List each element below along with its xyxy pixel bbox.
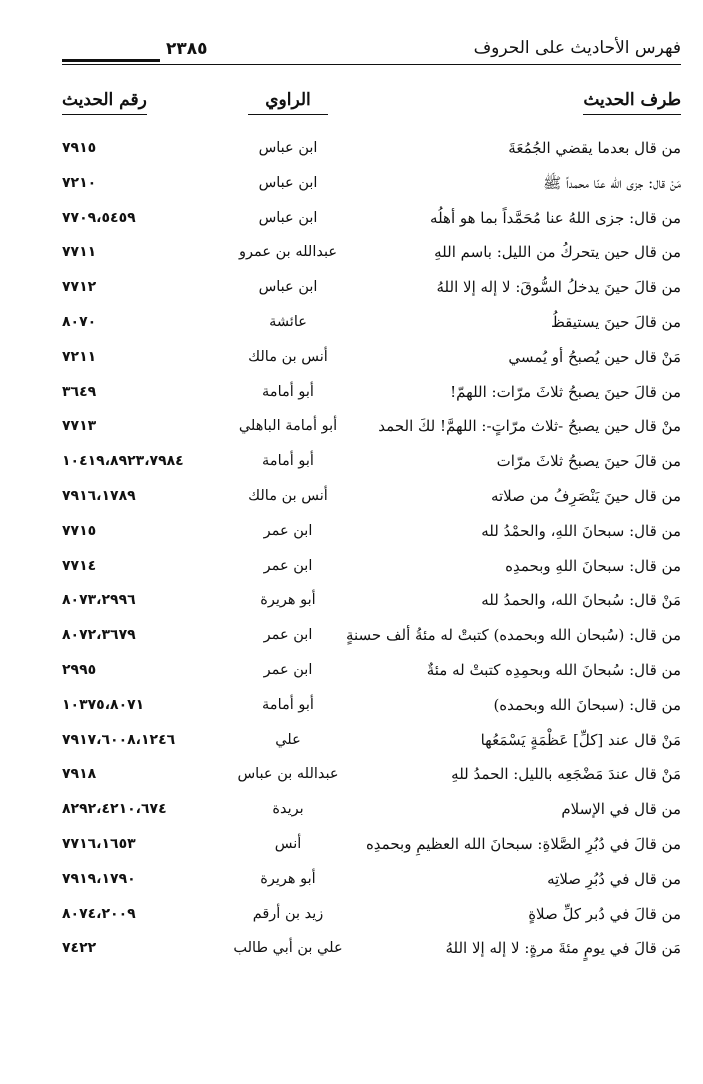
hadith-cell: مَنْ قال عندَ مَضْجَعِه بالليل: الحمدُ للهِ (451, 765, 681, 784)
hadith-number-cell: ٢٩٩٥ (62, 661, 97, 678)
narrator-cell: أبو أمامة (262, 453, 314, 470)
table-row (0, 340, 703, 375)
column-header-hadith: طرف الحديث (583, 88, 681, 115)
hadith-cell: من قالَ في دُبُرِ الصَّلاةِ: سبحانَ الله العظيمِ وبحمدِه (365, 834, 681, 853)
header-rule-thick (62, 59, 160, 62)
hadith-cell: من قال: سبحانَ اللهِ وبحمدِه (505, 556, 681, 575)
page-title: فهرس الأحاديث على الحروف (473, 38, 681, 58)
narrator-cell: ابن عباس (258, 140, 318, 156)
hadith-cell: من قالَ حينَ يستيقظُ (550, 312, 681, 331)
column-header-narrator: الراوي (248, 88, 328, 115)
hadith-cell: من قال حينَ يَنْصَرِفُ من صلاته (490, 486, 681, 505)
hadith-number-cell: ٧٩١٨ (62, 766, 97, 783)
hadith-cell: من قال: (سُبحان الله وبحمده) كتبتْ له مئةُ ألف حسنةٍ (345, 626, 681, 645)
narrator-cell: عائشة (269, 313, 307, 330)
table-row (0, 688, 703, 723)
hadith-cell: من قال: جزى اللهُ عنا مُحَمَّداً بما هو أهلُه (430, 208, 681, 227)
hadith-cell: من قال حين يتحركُ من الليل: باسم اللهِ (434, 243, 681, 262)
hadith-cell: مَنْ قال: سُبحانَ الله، والحمدُ لله (481, 591, 681, 610)
narrator-cell: أبو أمامة (262, 696, 314, 713)
hadith-cell: من قال في دُبُرِ صلاتِه (547, 869, 681, 888)
table-row (0, 827, 703, 862)
table-row (0, 792, 703, 827)
page-number: ٢٣٨٥ (166, 39, 208, 59)
hadith-cell: من قال بعدما يقضي الجُمُعَةَ (508, 139, 681, 157)
hadith-cell: من قالَ حينَ يصبحُ ثلاثَ مرّات (496, 452, 681, 471)
hadith-number-cell: ٨٠٧٢،٣٦٧٩ (62, 627, 136, 644)
narrator-cell: أبو أمامة الباهلي (238, 418, 338, 435)
narrator-cell: أنس بن مالك (248, 348, 328, 365)
hadith-number-cell: ٧٩١٩،١٧٩٠ (62, 870, 136, 887)
column-header-number: رقم الحديث (62, 88, 147, 115)
table-row (0, 549, 703, 584)
narrator-cell: أبو أمامة (262, 383, 314, 400)
narrator-cell: أبو هريرة (260, 870, 316, 887)
hadith-number-cell: ٧٢١١ (62, 348, 97, 365)
hadith-number-cell: ١٠٣٧٥،٨٠٧١ (62, 696, 145, 713)
hadith-cell: من قال: (سبحانَ الله وبحمده) (493, 695, 681, 714)
narrator-cell: ابن عمر (263, 557, 313, 574)
hadith-number-cell: ٧٧١١ (62, 244, 97, 261)
table-row (0, 409, 703, 444)
narrator-cell: أبو هريرة (260, 592, 316, 609)
hadith-number-cell: ٧٩١٦،١٧٨٩ (62, 487, 136, 504)
hadith-number-cell: ٨٠٧٠ (62, 313, 97, 330)
table-row (0, 375, 703, 410)
table-row (0, 201, 703, 236)
header-rule (62, 64, 681, 65)
hadith-number-cell: ٧٩١٥ (62, 140, 97, 156)
hadith-number-cell: ٧٧١٦،١٦٥٣ (62, 835, 136, 852)
hadith-number-cell: ٧٤٢٢ (62, 940, 97, 957)
hadith-number-cell: ٧٧١٤ (62, 557, 97, 574)
table-row (0, 479, 703, 514)
hadith-cell: مَنْ قال عند [كلِّ] عَظْمَةٍ يَسْمَعُها (480, 730, 681, 749)
narrator-cell: ابن عمر (263, 522, 313, 539)
narrator-cell: علي (275, 731, 301, 748)
narrator-cell: بريدة (272, 801, 304, 818)
hadith-number-cell: ٧٩١٧،٦٠٠٨،١٢٤٦ (62, 731, 176, 748)
hadith-number-cell: ٧٧١٣ (62, 418, 97, 435)
hadith-cell: مَن قالَ في يومٍ مئةَ مرةٍ: لا إله إلا اللهُ (445, 939, 681, 958)
hadith-number-cell: ٧٧١٥ (62, 522, 97, 539)
narrator-cell: ابن عمر (263, 661, 313, 678)
table-row (0, 131, 703, 166)
table-row (0, 166, 703, 201)
hadith-cell: من قال في الإسلام (561, 800, 681, 819)
table-row (0, 723, 703, 758)
narrator-cell: عبدالله بن عمرو (239, 244, 337, 261)
hadith-number-cell: ٨٠٧٤،٢٠٠٩ (62, 905, 136, 922)
table-row (0, 514, 703, 549)
hadith-cell: من قالَ حينَ يدخلُ السُّوقَ: لا إله إلا اللهُ (436, 278, 681, 297)
table-row (0, 862, 703, 897)
table-row (0, 444, 703, 479)
hadith-number-cell: ٨٢٩٢،٤٢١٠،٦٧٤ (62, 801, 167, 818)
table-row (0, 583, 703, 618)
table-row (0, 757, 703, 792)
table-row (0, 305, 703, 340)
narrator-cell: ابن عباس (258, 174, 318, 191)
hadith-cell: مَنْ قال حين يُصبحُ أو يُمسي (508, 347, 681, 366)
hadith-cell: منْ قال حين يصبحُ -ثلاث مرّاتٍ-: اللهمَّ! لكَ الحمد (378, 417, 681, 436)
hadith-cell: من قالَ في دُبر كلِّ صلاةٍ (528, 904, 681, 923)
hadith-cell: مَنْ قال: جزى الله عنّا محمداً ﷺ (543, 173, 681, 192)
narrator-cell: ابن عمر (263, 627, 313, 644)
hadith-number-cell: ٧٧٠٩،٥٤٥٩ (62, 209, 136, 226)
table-row (0, 270, 703, 305)
narrator-cell: علي بن أبي طالب (233, 940, 343, 957)
column-headers (0, 88, 703, 120)
narrator-cell: ابن عباس (258, 209, 318, 226)
table-row (0, 931, 703, 966)
hadith-cell: من قال: سبحانَ اللهِ، والحمْدُ لله (481, 521, 681, 540)
narrator-cell: أنس (274, 835, 302, 852)
table-row (0, 653, 703, 688)
table-row (0, 618, 703, 653)
table-row (0, 897, 703, 932)
narrator-cell: أنس بن مالك (248, 487, 328, 504)
hadith-number-cell: ٧٢١٠ (62, 174, 97, 191)
narrator-cell: عبدالله بن عباس (237, 766, 339, 783)
table-row (0, 235, 703, 270)
running-header (62, 36, 681, 70)
narrator-cell: ابن عباس (258, 279, 318, 296)
narrator-cell: زيد بن أرقم (252, 905, 324, 922)
hadith-number-cell: ١٠٤١٩،٨٩٢٣،٧٩٨٤ (62, 453, 184, 470)
hadith-number-cell: ٨٠٧٣،٢٩٩٦ (62, 592, 136, 609)
hadith-cell: من قال: سُبحانَ الله وبحمِدِه كتبتْ له مئةٌ (426, 660, 681, 679)
index-table (0, 131, 703, 966)
hadith-cell: من قالَ حينَ يصبحُ ثلاثَ مرّات: اللهمّ! (450, 382, 681, 401)
hadith-number-cell: ٣٦٤٩ (62, 383, 97, 400)
hadith-number-cell: ٧٧١٢ (62, 279, 97, 296)
